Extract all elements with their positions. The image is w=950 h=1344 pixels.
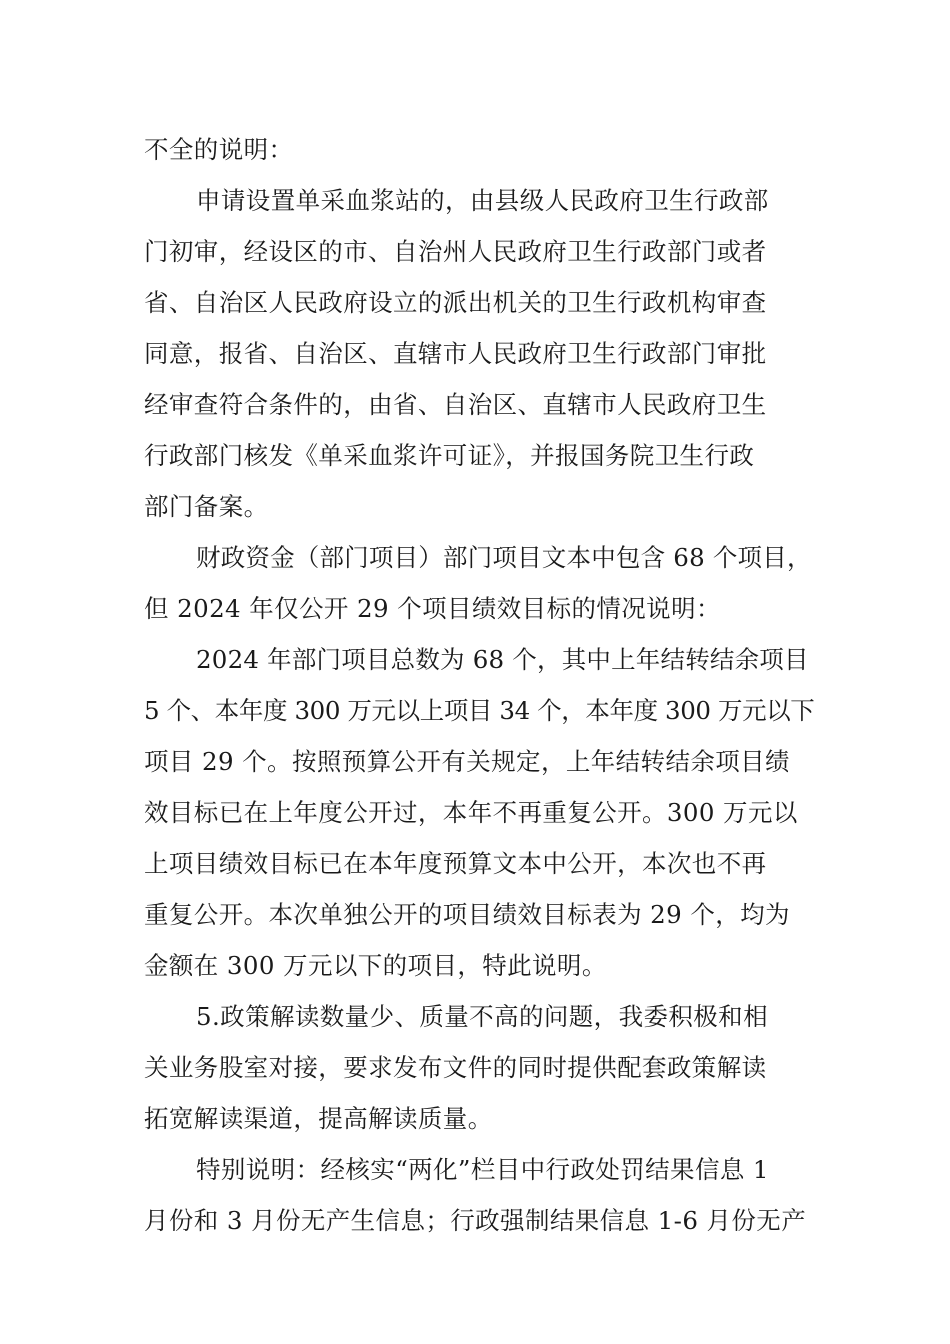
text-line: 拓宽解读渠道，提高解读质量。 [144,1104,493,1133]
text-line: 但 2024 年仅公开 29 个项目绩效目标的情况说明： [144,594,721,623]
text-line: 不全的说明： [144,135,294,164]
text-line: 行政部门核发《单采血浆许可证》，并报国务院卫生行政 [144,441,755,470]
paragraph-first-line: 2024 年部门项目总数为 68 个，其中上年结转结余项目 [196,645,809,674]
text-line: 金额在 300 万元以下的项目，特此说明。 [144,951,607,980]
paragraph-first-line: 5.政策解读数量少、质量不高的问题，我委积极和相 [196,1002,768,1031]
text-line: 部门备案。 [144,492,269,521]
text-line: 项目 29 个。按照预算公开有关规定，上年结转结余项目绩 [144,747,790,776]
text-line: 经审查符合条件的，由省、自治区、直辖市人民政府卫生 [144,390,767,419]
text-line: 关业务股室对接，要求发布文件的同时提供配套政策解读 [144,1053,767,1082]
text-line: 省、自治区人民政府设立的派出机关的卫生行政机构审查 [144,288,767,317]
text-line: 5 个、本年度 300 万元以上项目 34 个，本年度 300 万元以下 [144,696,815,725]
text-line: 同意，报省、自治区、直辖市人民政府卫生行政部门审批 [144,339,767,368]
text-line: 月份和 3 月份无产生信息；行政强制结果信息 1-6 月份无产 [144,1206,807,1235]
text-line: 效目标已在上年度公开过，本年不再重复公开。300 万元以 [144,798,798,827]
text-line: 上项目绩效目标已在本年度预算文本中公开，本次也不再 [144,849,767,878]
paragraph-first-line: 财政资金（部门项目）部门项目文本中包含 68 个项目， [196,543,812,572]
text-line: 重复公开。本次单独公开的项目绩效目标表为 29 个，均为 [144,900,790,929]
text-line: 门初审，经设区的市、自治州人民政府卫生行政部门或者 [144,237,767,266]
paragraph-first-line: 特别说明：经核实“两化”栏目中行政处罚结果信息 1 [196,1155,769,1184]
paragraph-first-line: 申请设置单采血浆站的，由县级人民政府卫生行政部 [196,186,769,215]
